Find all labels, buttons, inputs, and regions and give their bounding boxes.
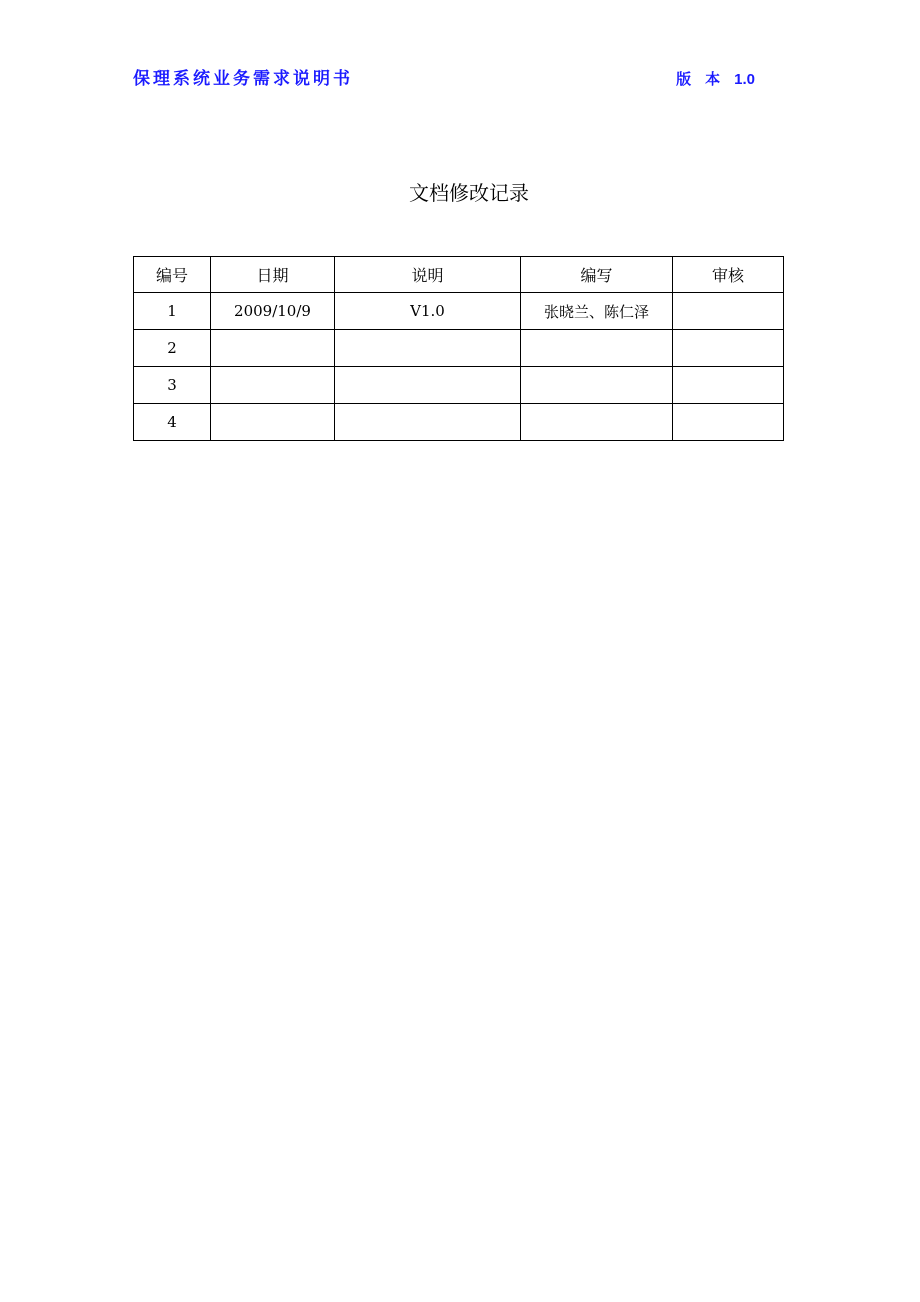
cell-author <box>521 404 673 441</box>
column-header-author: 编写 <box>521 257 673 293</box>
cell-date: 2009/10/9 <box>211 293 335 330</box>
revision-table <box>133 256 784 441</box>
header-title: 保理系统业务需求说明书 <box>133 69 353 89</box>
header-version <box>676 66 755 93</box>
cell-number: 1 <box>134 293 211 330</box>
cell-date <box>211 330 335 367</box>
cell-description: V1.0 <box>335 293 521 330</box>
table-header-row <box>134 257 784 293</box>
cell-description <box>335 404 521 441</box>
table-row <box>134 330 784 367</box>
version-label: 版本 <box>676 70 735 88</box>
document-title: 文档修改记录 <box>409 181 529 205</box>
cell-number: 3 <box>134 367 211 404</box>
cell-number: 2 <box>134 330 211 367</box>
cell-number: 4 <box>134 404 211 441</box>
table-row <box>134 404 784 441</box>
cell-description <box>335 330 521 367</box>
cell-reviewer <box>673 404 784 441</box>
cell-reviewer <box>673 330 784 367</box>
page-header <box>133 66 763 92</box>
cell-author <box>521 330 673 367</box>
cell-reviewer <box>673 367 784 404</box>
cell-author <box>521 367 673 404</box>
column-header-description: 说明 <box>335 257 521 293</box>
cell-reviewer <box>673 293 784 330</box>
table-row <box>134 367 784 404</box>
cell-date <box>211 404 335 441</box>
cell-author: 张晓兰、陈仁泽 <box>521 293 673 330</box>
cell-date <box>211 367 335 404</box>
column-header-date: 日期 <box>211 257 335 293</box>
table-row <box>134 293 784 330</box>
version-number: 1.0 <box>734 71 755 88</box>
cell-description <box>335 367 521 404</box>
column-header-number: 编号 <box>134 257 211 293</box>
column-header-reviewer: 审核 <box>673 257 784 293</box>
